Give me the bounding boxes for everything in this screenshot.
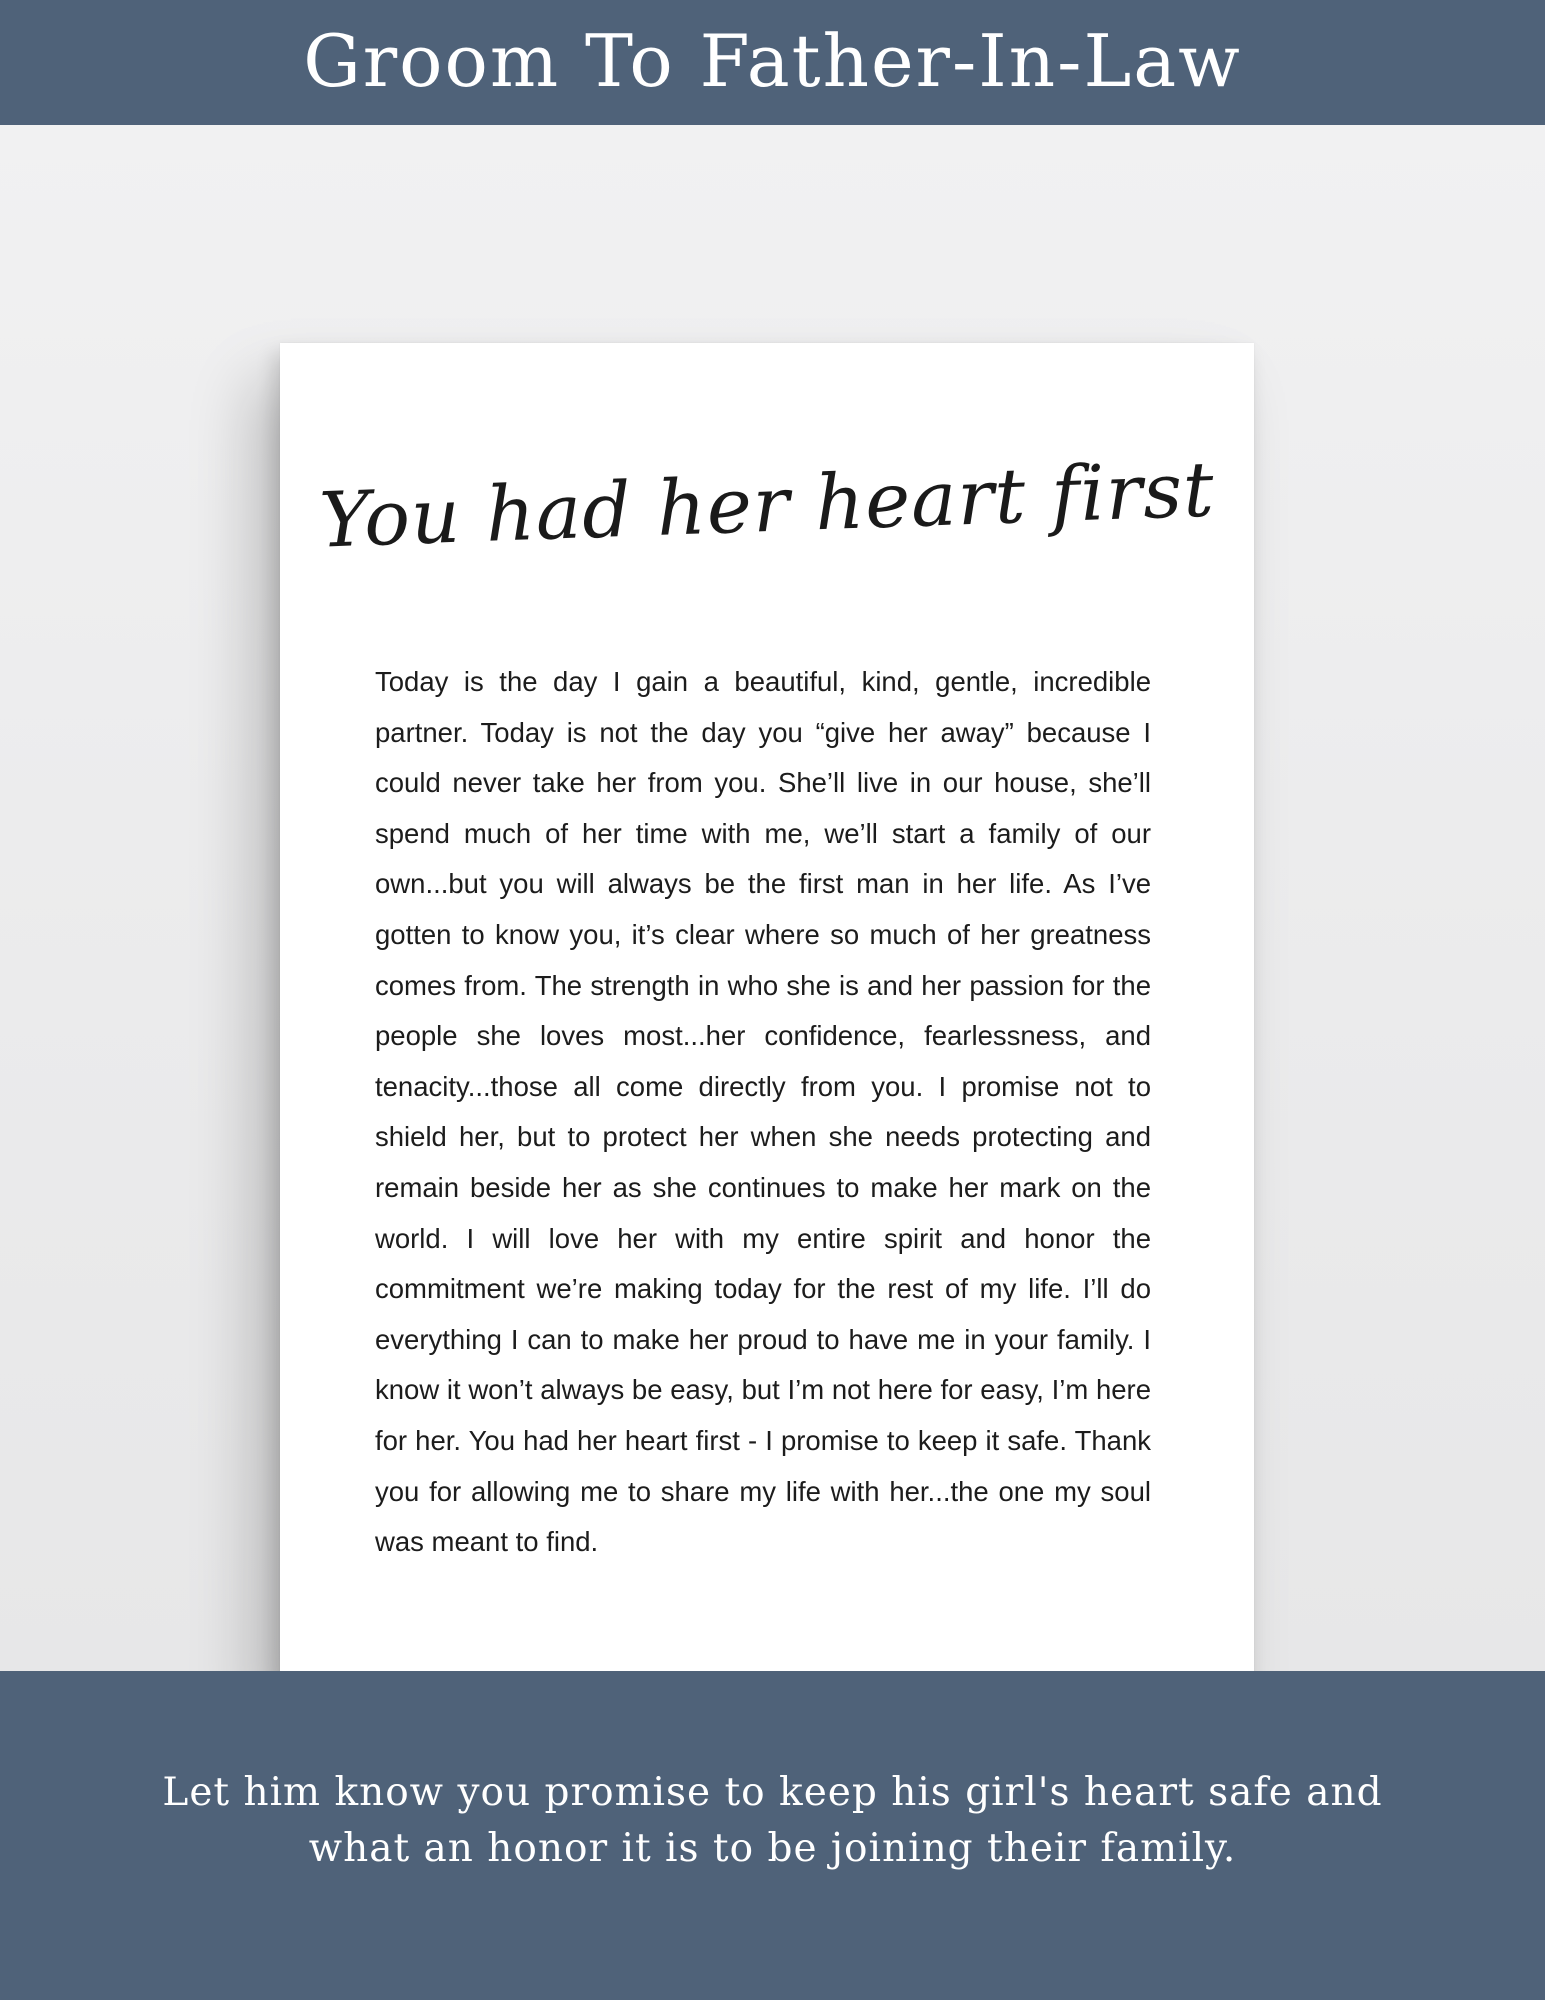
page-title: Groom To Father-In-Law: [303, 18, 1242, 103]
footer-banner: [0, 1671, 1545, 2000]
footer-caption: Let him know you promise to keep his girl's heart safe and what an honor it is to be joining their family.: [162, 1769, 1383, 1871]
product-photo: [0, 125, 1545, 1671]
header-banner: [0, 0, 1545, 125]
print-body-text: Today is the day I gain a beautiful, kind, gentle, incredible partner. Today is not the day you “give her away” because I could never take her from you. She’ll live in our house, she’ll spend much of her time with me, we’ll start a family of our own...but you will always be the first man in her life. As I’ve gotten to know you, it’s clear where so much of her greatness comes from. The strength in who she is and her passion for the people she loves most...her confidence, fearlessness, and tenacity...those all come directly from you. I promise not to shield her, but to protect her when she needs protecting and remain beside her as she continues to make her mark on the world. I will love her with my entire spirit and honor the commitment we’re making today for the rest of my life. I’ll do everything I can to make her proud to have me in your family. I know it won’t always be easy, but I’m not here for easy, I’m here for her. You had her heart first - I promise to keep it safe. Thank you for allowing me to share my life with her...the one my soul was meant to find.: [375, 666, 1151, 1558]
print-title: You had her heart first: [317, 444, 1217, 565]
letter-print: [280, 343, 1254, 1685]
